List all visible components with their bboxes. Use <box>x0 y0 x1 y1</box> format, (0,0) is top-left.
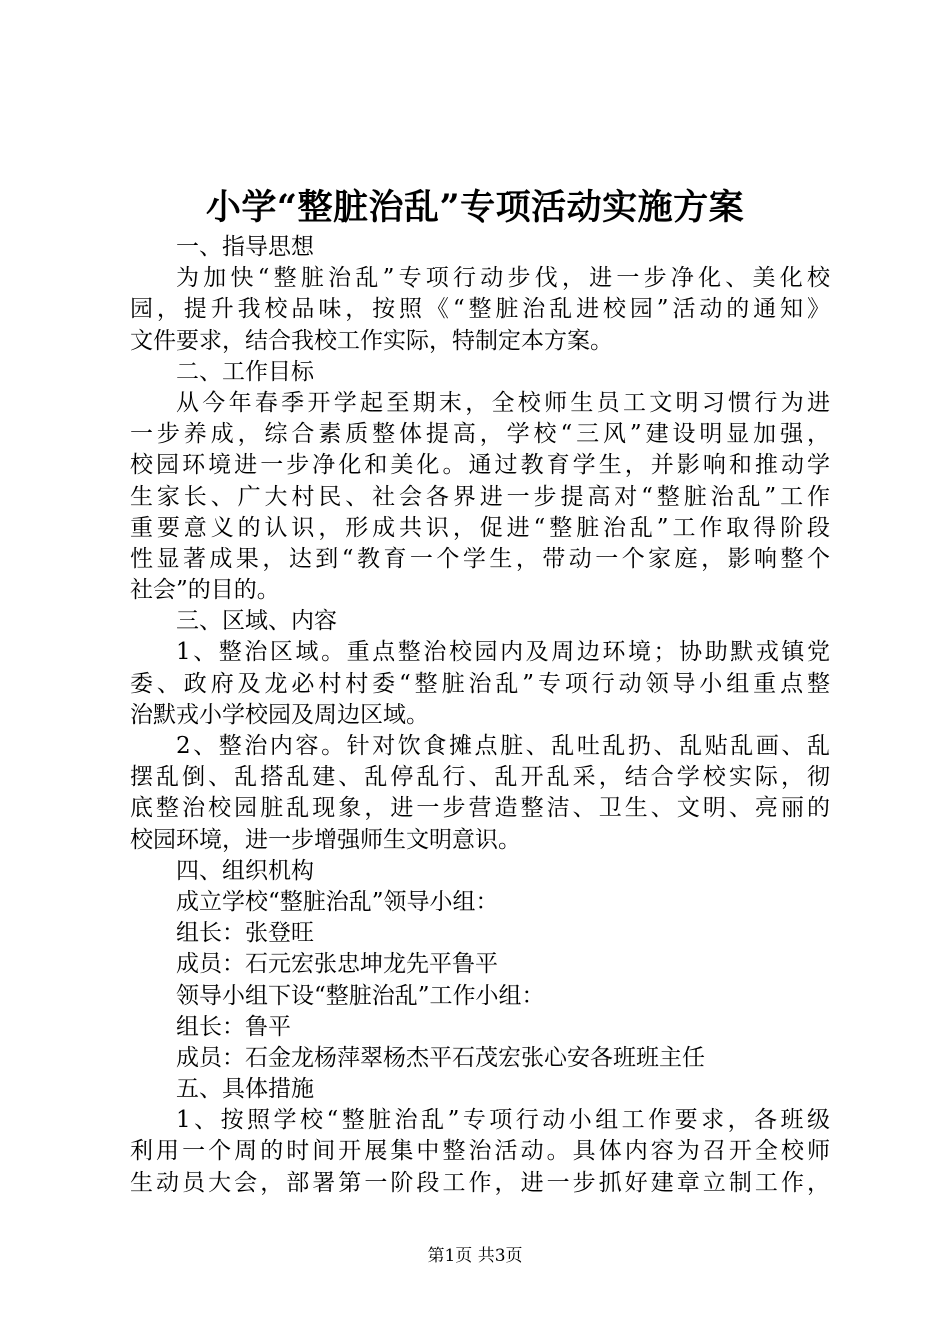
body-line: 成员：石金龙杨萍翠杨杰平石茂宏张心安各班班主任 <box>176 1044 705 1071</box>
body-line: 社会”的目的。 <box>130 577 280 604</box>
body-line: 性显著成果，达到“教育一个学生，带动一个家庭，影响整个 <box>130 545 830 572</box>
body-line: 治默戎小学校园及周边区域。 <box>130 701 429 728</box>
body-line: 五、具体措施 <box>176 1076 314 1103</box>
document-body <box>130 232 830 1199</box>
body-line: 成立学校“整脏治乱”领导小组： <box>176 888 499 915</box>
body-line: 委、政府及龙必村村委“整脏治乱”专项行动领导小组重点整 <box>130 670 830 697</box>
document-title: 小学“整脏治乱”专项活动实施方案 <box>205 187 745 228</box>
body-line: 四、组织机构 <box>176 857 314 884</box>
body-line: 一步养成，综合素质整体提高，学校“三风”建设明显加强， <box>130 421 830 448</box>
body-line: 1、整治区域。重点整治校园内及周边环境；协助默戎镇党 <box>176 639 830 666</box>
body-line: 底整治校园脏乱现象，进一步营造整洁、卫生、文明、亮丽的 <box>130 795 830 822</box>
body-line: 1、按照学校“整脏治乱”专项行动小组工作要求，各班级 <box>176 1107 830 1134</box>
body-line: 生家长、广大村民、社会各界进一步提高对“整脏治乱”工作 <box>130 483 830 510</box>
body-line: 文件要求，结合我校工作实际，特制定本方案。 <box>130 327 613 354</box>
body-line: 园，提升我校品味，按照《“整脏治乱进校园”活动的通知》 <box>130 296 830 323</box>
body-line: 三、区域、内容 <box>176 608 337 635</box>
body-line: 组长：鲁平 <box>176 1013 291 1040</box>
body-line: 摆乱倒、乱搭乱建、乱停乱行、乱开乱采，结合学校实际，彻 <box>130 764 830 791</box>
body-line: 生动员大会，部署第一阶段工作，进一步抓好建章立制工作， <box>130 1169 830 1196</box>
body-line: 成员：石元宏张忠坤龙先平鲁平 <box>176 951 498 978</box>
page-footer: 第1页 共3页 <box>427 1246 523 1266</box>
body-line: 从今年春季开学起至期末，全校师生员工文明习惯行为进 <box>176 389 830 416</box>
body-line: 领导小组下设“整脏治乱”工作小组： <box>176 982 545 1009</box>
body-line: 2、整治内容。针对饮食摊点脏、乱吐乱扔、乱贴乱画、乱 <box>176 733 830 759</box>
body-line: 校园环境进一步净化和美化。通过教育学生，并影响和推动学 <box>130 452 830 479</box>
body-line: 一、指导思想 <box>176 234 314 260</box>
body-line: 为加快“整脏治乱”专项行动步伐，进一步净化、美化校 <box>176 265 830 292</box>
body-line: 二、工作目标 <box>176 358 314 385</box>
body-line: 组长：张登旺 <box>176 920 314 947</box>
body-line: 利用一个周的时间开展集中整治活动。具体内容为召开全校师 <box>130 1138 830 1165</box>
body-line: 重要意义的认识，形成共识，促进“整脏治乱”工作取得阶段 <box>130 514 830 541</box>
body-line: 校园环境，进一步增强师生文明意识。 <box>130 826 521 853</box>
